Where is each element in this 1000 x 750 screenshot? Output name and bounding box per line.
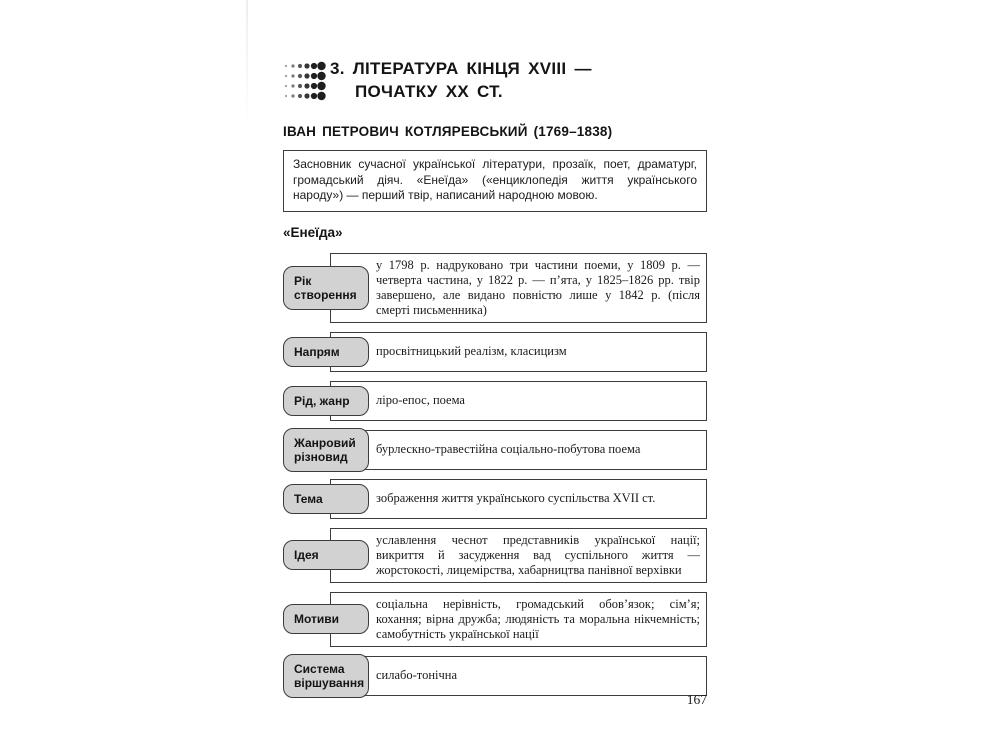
- row-label: Система віршування: [283, 654, 369, 698]
- table-row: [283, 528, 707, 583]
- chapter-title-line2: ПОЧАТКУ XX СТ.: [355, 82, 503, 101]
- row-label: Жанровий різновид: [283, 428, 369, 472]
- row-value-box: [330, 528, 707, 583]
- row-value-text: у 1798 р. надруковано три частини поеми, у 1809 р. — четверта частина, у 1822 р. — п’ята, у 1825–1826 рр. твір завершено, але видано повністю лише у 1842 р. (після смерті письменника): [376, 257, 700, 317]
- row-label: Рік створення: [283, 266, 369, 310]
- page-number: 167: [686, 692, 707, 707]
- intro-box: Засновник сучасної української літератури, прозаїк, поет, драматург, громадський діяч. «Енеїда» («енциклопедія життя українського народу») — перший твір, написаний народною мовою.: [283, 150, 707, 212]
- table-row: [283, 592, 707, 647]
- row-label: Напрям: [283, 337, 369, 367]
- table-row: [283, 381, 707, 421]
- table-row: [283, 479, 707, 519]
- row-value-box: [330, 479, 707, 519]
- row-label: Тема: [283, 484, 369, 514]
- row-value-text: уславлення чеснот представників української нації; викриття й засудження вад суспільного життя — жорстокості, лицемірства, хабарництва панівної верхівки: [376, 532, 700, 577]
- row-value-text: силабо-тонічна: [376, 668, 458, 682]
- table-row: [283, 430, 707, 470]
- chapter-title: [330, 57, 592, 103]
- row-label: Рід, жанр: [283, 386, 369, 416]
- row-value-box: [330, 332, 707, 372]
- row-value-text: бурлескно-травестійна соціально-побутова поема: [376, 442, 641, 456]
- chapter-title-line1: 3. ЛІТЕРАТУРА КІНЦЯ XVIII —: [330, 59, 592, 78]
- row-value-box: [330, 656, 707, 696]
- row-value-text: ліро-епос, поема: [376, 393, 465, 407]
- row-value-text: соціальна нерівність, громадський обов’язок; сім’я; кохання; вірна дружба; людяність та моральна нікчемність; самобутність української нації: [376, 596, 700, 641]
- row-value-text: просвітницький реалізм, класицизм: [376, 344, 567, 358]
- row-value-box: [330, 381, 707, 421]
- row-value-box: [330, 253, 707, 323]
- row-label: Ідея: [283, 540, 369, 570]
- row-value-text: зображення життя українського суспільства XVII ст.: [376, 491, 656, 505]
- table-row: [283, 253, 707, 323]
- table-row: [283, 656, 707, 696]
- author-heading: ІВАН ПЕТРОВИЧ КОТЛЯРЕВСЬКИЙ (1769–1838): [283, 124, 613, 139]
- row-label: Мотиви: [283, 604, 369, 634]
- characteristics-table: [283, 253, 707, 696]
- chapter-header: [283, 57, 707, 107]
- dots-grid-icon: [283, 57, 326, 107]
- work-title: «Енеїда»: [283, 224, 343, 240]
- scan-page-edge: [246, 0, 248, 130]
- table-row: [283, 332, 707, 372]
- row-value-box: [330, 592, 707, 647]
- row-value-box: [330, 430, 707, 470]
- page-content: [283, 57, 707, 705]
